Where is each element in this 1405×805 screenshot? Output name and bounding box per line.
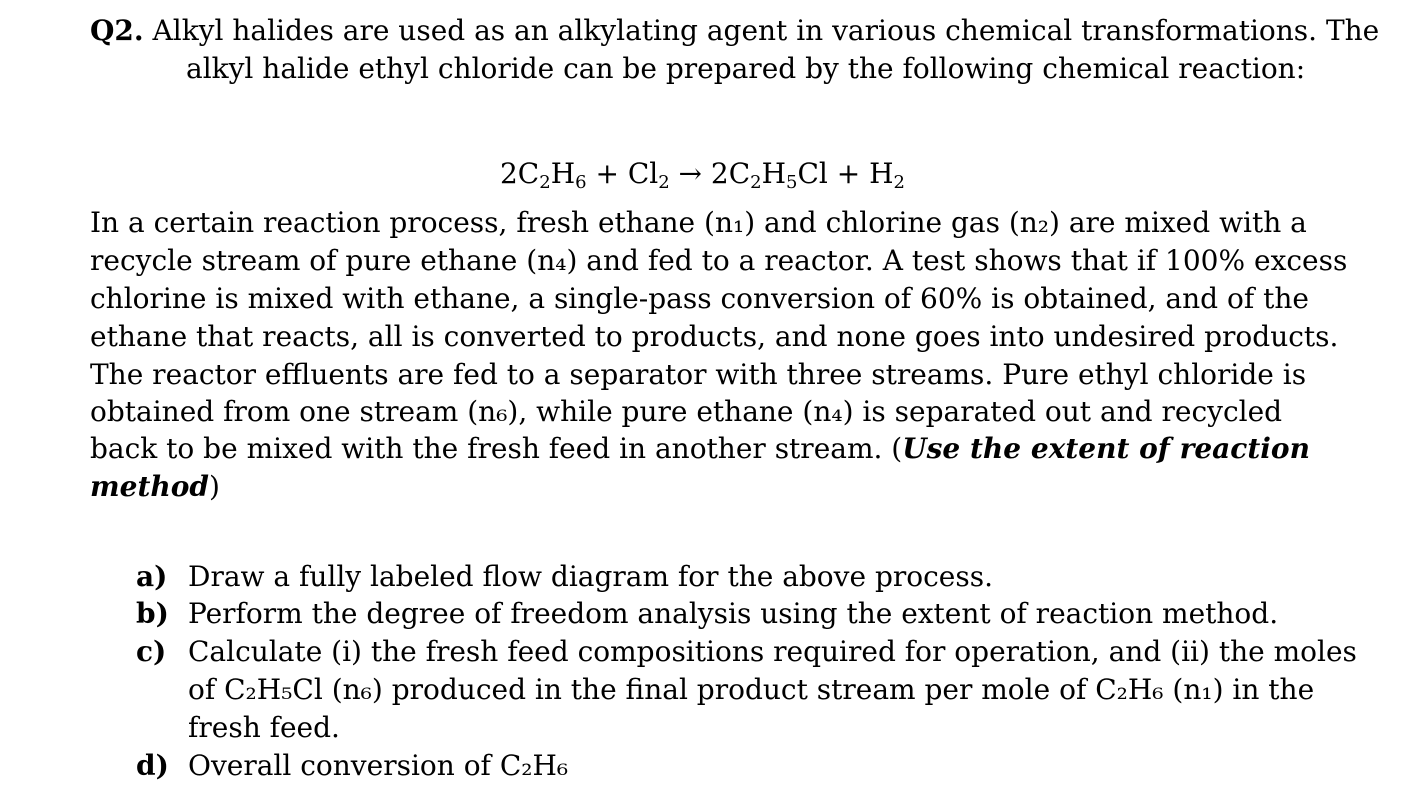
item-label: b) — [136, 597, 169, 630]
list-item-b — [136, 595, 1278, 633]
emphasis-text: Use the extent of reaction — [902, 432, 1310, 465]
paragraph-line-2: recycle stream of pure ethane (n₄) and fed to a reactor. A test shows that if 100% excess — [90, 244, 1348, 277]
item-text: Perform the degree of freedom analysis using the extent of reaction method. — [188, 597, 1279, 630]
list-item-a — [136, 558, 993, 596]
paragraph-line-4: ethane that reacts, all is converted to products, and none goes into undesired products. — [90, 320, 1339, 353]
item-label: d) — [136, 749, 169, 782]
question-intro-line-2: alkyl halide ethyl chloride can be prepared by the following chemical reaction: — [186, 52, 1306, 85]
paragraph-line-7 — [90, 430, 1310, 468]
emphasis-text-2: method — [90, 470, 209, 503]
paragraph-line-5: The reactor effluents are fed to a separator with three streams. Pure ethyl chloride is — [90, 358, 1307, 391]
paragraph-line-3: chlorine is mixed with ethane, a single-pass conversion of 60% is obtained, and of the — [90, 282, 1309, 315]
paragraph-line-1: In a certain reaction process, fresh ethane (n₁) and chlorine gas (n₂) are mixed with a — [90, 206, 1307, 239]
item-text: Calculate (i) the fresh feed compositions required for operation, and (ii) the moles — [188, 635, 1357, 668]
question-intro-line-1 — [90, 12, 1379, 50]
list-item-c-continuation-1: of C₂H₅Cl (n₆) produced in the final product stream per mole of C₂H₆ (n₁) in the — [188, 673, 1315, 706]
list-item-d — [136, 747, 568, 785]
reaction-equation: $2C_2H_6 + Cl_2 \to 2C_2H_5Cl + H_2$ — [499, 157, 905, 193]
item-label: a) — [136, 560, 168, 593]
item-text: Draw a fully labeled flow diagram for the above process. — [188, 560, 994, 593]
paragraph-line-8 — [90, 468, 220, 506]
paragraph-line-7-text: back to be mixed with the fresh feed in another stream. ( — [90, 432, 903, 465]
question-intro-text-1: Alkyl halides are used as an alkylating agent in various chemical transformations. The — [152, 14, 1380, 47]
paragraph-line-6: obtained from one stream (n₆), while pure ethane (n₄) is separated out and recycled — [90, 395, 1283, 428]
question-label: Q2. — [90, 14, 144, 47]
item-label: c) — [136, 635, 167, 668]
item-text: Overall conversion of C₂H₆ — [188, 749, 569, 782]
list-item-c-continuation-2: fresh feed. — [188, 711, 340, 744]
closing-paren: ) — [209, 470, 220, 503]
list-item-c — [136, 633, 1357, 671]
